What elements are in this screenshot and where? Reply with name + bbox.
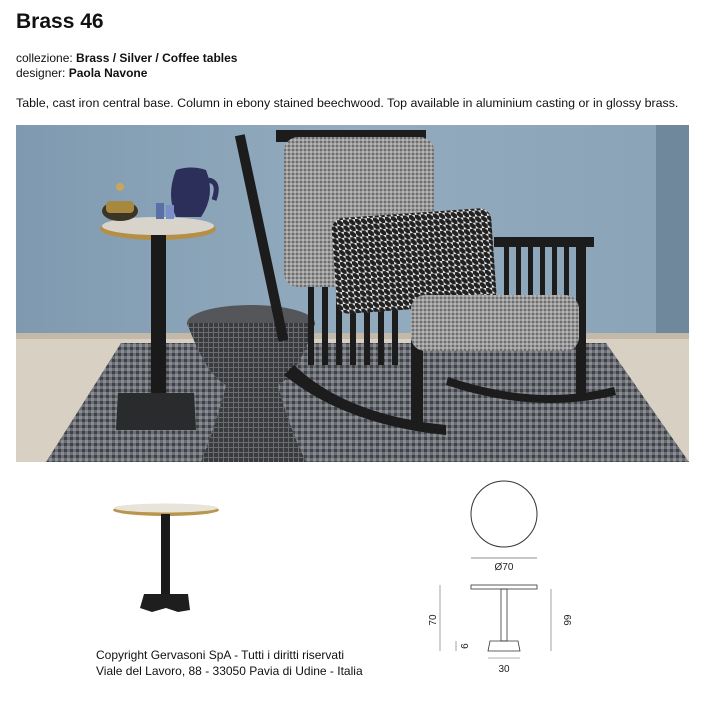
collection-label: collezione: [16,51,73,65]
page-title: Brass 46 [16,10,104,33]
product-description: Table, cast iron central base. Column in ebony stained beechwood. Top available in aluminium casting or in glossy brass. [16,96,679,110]
collection-line [16,51,237,65]
side-table-base [116,393,196,430]
product-image [100,500,230,620]
designer-value: Paola Navone [68,66,148,80]
lifestyle-photo [16,125,689,462]
base-height-label: 9 [458,643,469,649]
side-table-column [151,235,166,405]
height-column-label: 66 [561,614,572,626]
diameter-label: Ø70 [494,562,514,573]
base-width-label: 30 [498,664,510,675]
designer-label: designer: [16,66,66,80]
address-line: Viale del Lavoro, 88 - 33050 Pavia di Udine - Italia [96,664,363,678]
side-view-top [471,585,537,589]
top-view-circle [471,481,537,547]
designer-line [16,66,147,80]
copyright-line: Copyright Gervasoni SpA - Tutti i diritti riservati [96,648,345,662]
collection-value: Brass / Silver / Coffee tables [76,51,238,65]
height-total-label: 70 [428,614,439,626]
teapot [171,168,210,218]
seat-cushion [411,295,579,351]
technical-drawing [420,470,590,685]
